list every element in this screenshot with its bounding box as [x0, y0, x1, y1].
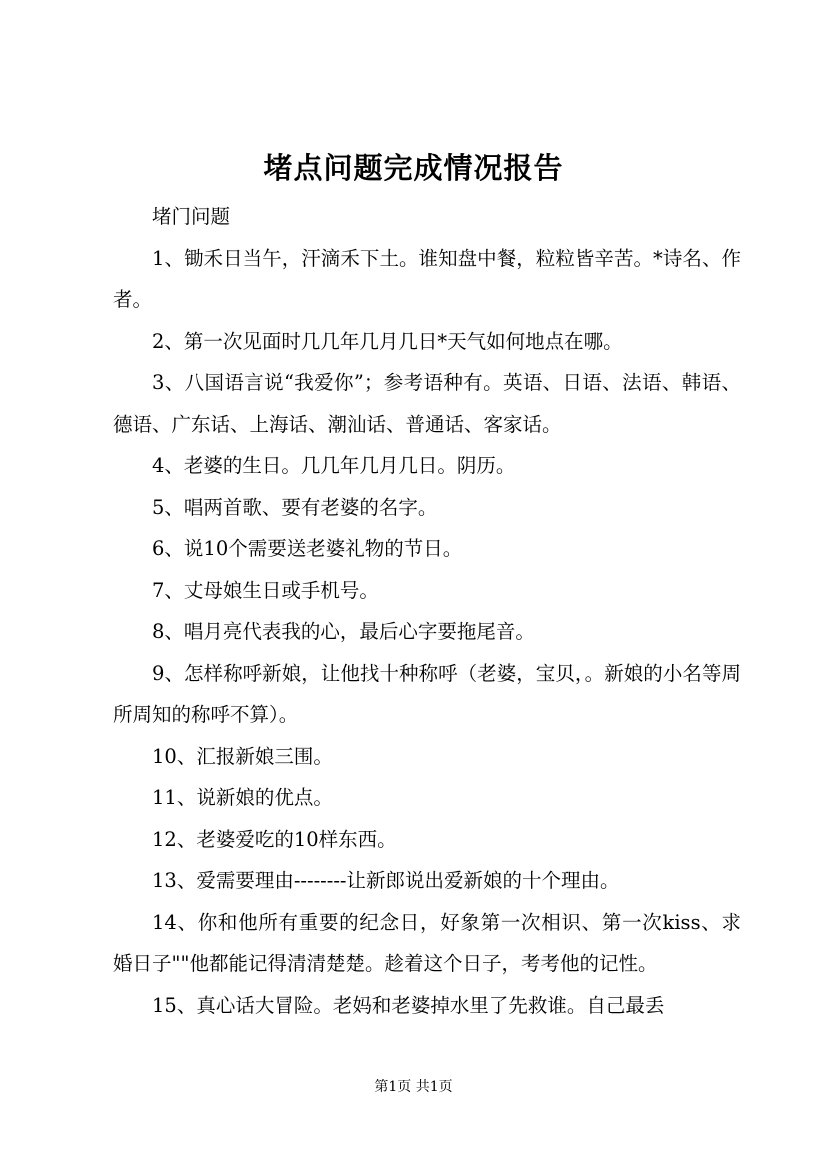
paragraph-heading: 堵门问题 [152, 205, 231, 228]
paragraph-item: 5、唱两首歌、要有老婆的名字。 [152, 495, 438, 519]
paragraph-item: 7、丈母娘生日或手机号。 [152, 578, 379, 602]
paragraph-item: 13、爱需要理由--------让新郎说出爱新娘的十个理由。 [152, 869, 620, 892]
paragraph-item: 10、汇报新娘三围。 [152, 744, 333, 768]
paragraph-item: 3、八国语言说“我爱你”；参考语种有。英语、日语、法语、韩语、德语、广东话、上海话、潮汕话、普通话、客家话。 [113, 371, 741, 436]
paragraph-item: 2、第一次见面时几几年几月几日*天气如何地点在哪。 [152, 329, 623, 353]
paragraph-item: 9、怎样称呼新娘，让他找十种称呼（老婆，宝贝，。新娘的小名等周所周知的称呼不算）。 [113, 661, 741, 726]
paragraph-item: 14、你和他所有重要的纪念日，好象第一次相识、第一次kiss、求婚日子""他都能记得清清楚楚。趁着这个日子，考考他的记性。 [113, 910, 741, 975]
paragraph-item: 15、真心话大冒险。老妈和老婆掉水里了先救谁。自己最丢 [152, 993, 665, 1017]
paragraph-item: 11、说新娘的优点。 [152, 786, 333, 809]
paragraph-item: 12、老婆爱吃的10样东西。 [152, 827, 397, 851]
document-body [113, 196, 741, 1026]
paragraph-item: 6、说10个需要送老婆礼物的节日。 [152, 537, 463, 560]
page-title: 堵点问题完成情况报告 [263, 151, 564, 185]
page-footer: 第1页 共1页 [374, 1079, 453, 1095]
paragraph-item: 1、锄禾日当午，汗滴禾下土。谁知盘中餐，粒粒皆辛苦。*诗名、作者。 [113, 246, 741, 311]
paragraph-item: 8、唱月亮代表我的心，最后心字要拖尾音。 [152, 620, 535, 643]
paragraph-item: 4、老婆的生日。几几年几月几日。阴历。 [152, 454, 516, 477]
